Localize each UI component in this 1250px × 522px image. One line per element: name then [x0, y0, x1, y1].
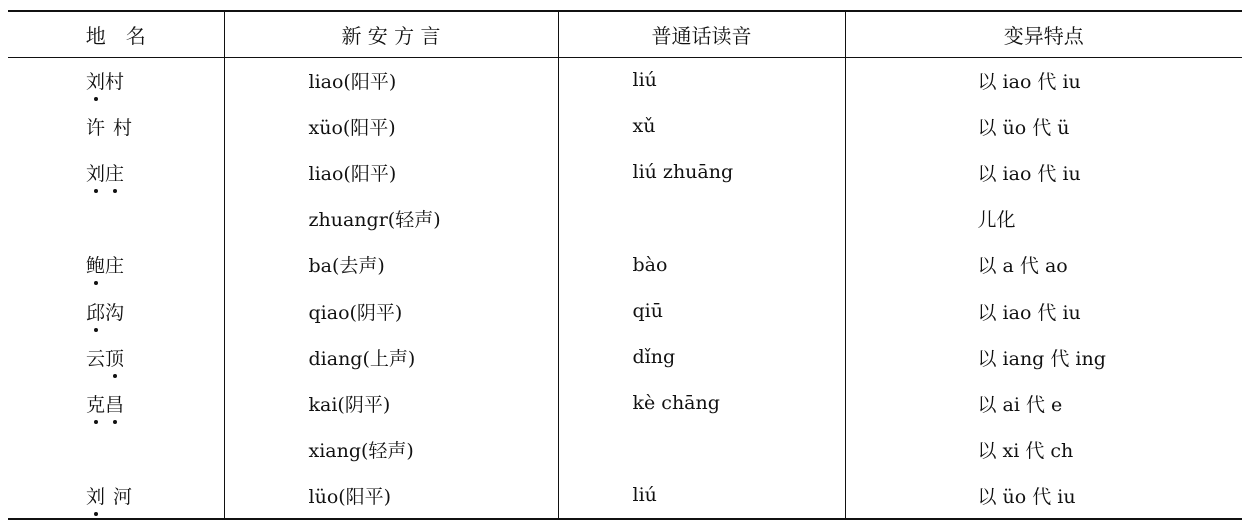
- putonghua-reading: qiū: [558, 288, 845, 334]
- table-row: [8, 149, 1242, 195]
- xinan-reading: liao(阳平): [224, 149, 558, 195]
- header-row: [8, 11, 1242, 57]
- place-name: [8, 242, 224, 288]
- xinan-reading: qiao(阴平): [224, 288, 558, 334]
- putonghua-reading: kè chāng: [558, 380, 845, 426]
- putonghua-reading: liú: [558, 473, 845, 519]
- putonghua-reading: liú zhuāng: [558, 149, 845, 195]
- xinan-reading: zhuangr(轻声): [224, 196, 558, 242]
- putonghua-reading: liú: [558, 57, 845, 103]
- place-char: 云: [86, 347, 106, 370]
- table-row: [8, 288, 1242, 334]
- putonghua-reading: xǔ: [558, 103, 845, 149]
- place-char: 克: [86, 390, 105, 417]
- place-char: 河: [113, 485, 133, 508]
- place-char: 庄: [105, 255, 125, 278]
- change-feature: 以 iang 代 ing: [845, 334, 1242, 380]
- xinan-reading: liao(阳平): [224, 57, 558, 103]
- place-char: 鲍: [86, 251, 105, 278]
- putonghua-reading: [558, 427, 845, 473]
- place-name: [8, 473, 224, 519]
- change-feature: 以 iao 代 iu: [845, 149, 1242, 195]
- place-char: 昌: [105, 390, 124, 417]
- table-row: [8, 57, 1242, 103]
- putonghua-reading: [558, 196, 845, 242]
- xinan-reading: xiang(轻声): [224, 427, 558, 473]
- table-row: [8, 334, 1242, 380]
- change-feature: 儿化: [845, 196, 1242, 242]
- dialect-table: [8, 10, 1242, 520]
- table-row: [8, 103, 1242, 149]
- place-name: [8, 334, 224, 380]
- place-char: 庄: [105, 159, 124, 186]
- place-name: [8, 57, 224, 103]
- place-name: [8, 427, 224, 473]
- table-header: [8, 11, 1242, 57]
- header-place: 地 名: [85, 23, 146, 48]
- xinan-reading: lüo(阳平): [224, 473, 558, 519]
- place-name: [8, 103, 224, 149]
- xinan-reading: kai(阴平): [224, 380, 558, 426]
- table-row: [8, 242, 1242, 288]
- place-name: [8, 149, 224, 195]
- change-feature: 以 ai 代 e: [845, 380, 1242, 426]
- place-char: 刘: [86, 67, 105, 94]
- header-xinan-dialect: 新 安 方 言: [224, 11, 558, 57]
- change-feature: 以 a 代 ao: [845, 242, 1242, 288]
- place-char: 顶: [105, 344, 124, 371]
- place-name: [8, 288, 224, 334]
- table-body: [8, 57, 1242, 519]
- change-feature: 以 üo 代 iu: [845, 473, 1242, 519]
- xinan-reading: diang(上声): [224, 334, 558, 380]
- place-char: 村: [113, 116, 133, 139]
- place-name: [8, 196, 224, 242]
- place-char: 许: [86, 116, 106, 139]
- header-change: 变异特点: [845, 11, 1242, 57]
- place-char: 刘: [86, 482, 105, 509]
- place-char: 邱: [86, 298, 105, 325]
- change-feature: 以 xi 代 ch: [845, 427, 1242, 473]
- putonghua-reading: bào: [558, 242, 845, 288]
- xinan-reading: xüo(阳平): [224, 103, 558, 149]
- place-char: 刘: [86, 159, 105, 186]
- xinan-reading: ba(去声): [224, 242, 558, 288]
- table-row: [8, 196, 1242, 242]
- change-feature: 以 iao 代 iu: [845, 288, 1242, 334]
- table-row: [8, 427, 1242, 473]
- header-putonghua: 普通话读音: [558, 11, 845, 57]
- place-name: [8, 380, 224, 426]
- place-char: 沟: [105, 301, 125, 324]
- place-char: 村: [105, 70, 125, 93]
- change-feature: 以 iao 代 iu: [845, 57, 1242, 103]
- change-feature: 以 üo 代 ü: [845, 103, 1242, 149]
- table-row: [8, 380, 1242, 426]
- putonghua-reading: dǐng: [558, 334, 845, 380]
- table-row: [8, 473, 1242, 519]
